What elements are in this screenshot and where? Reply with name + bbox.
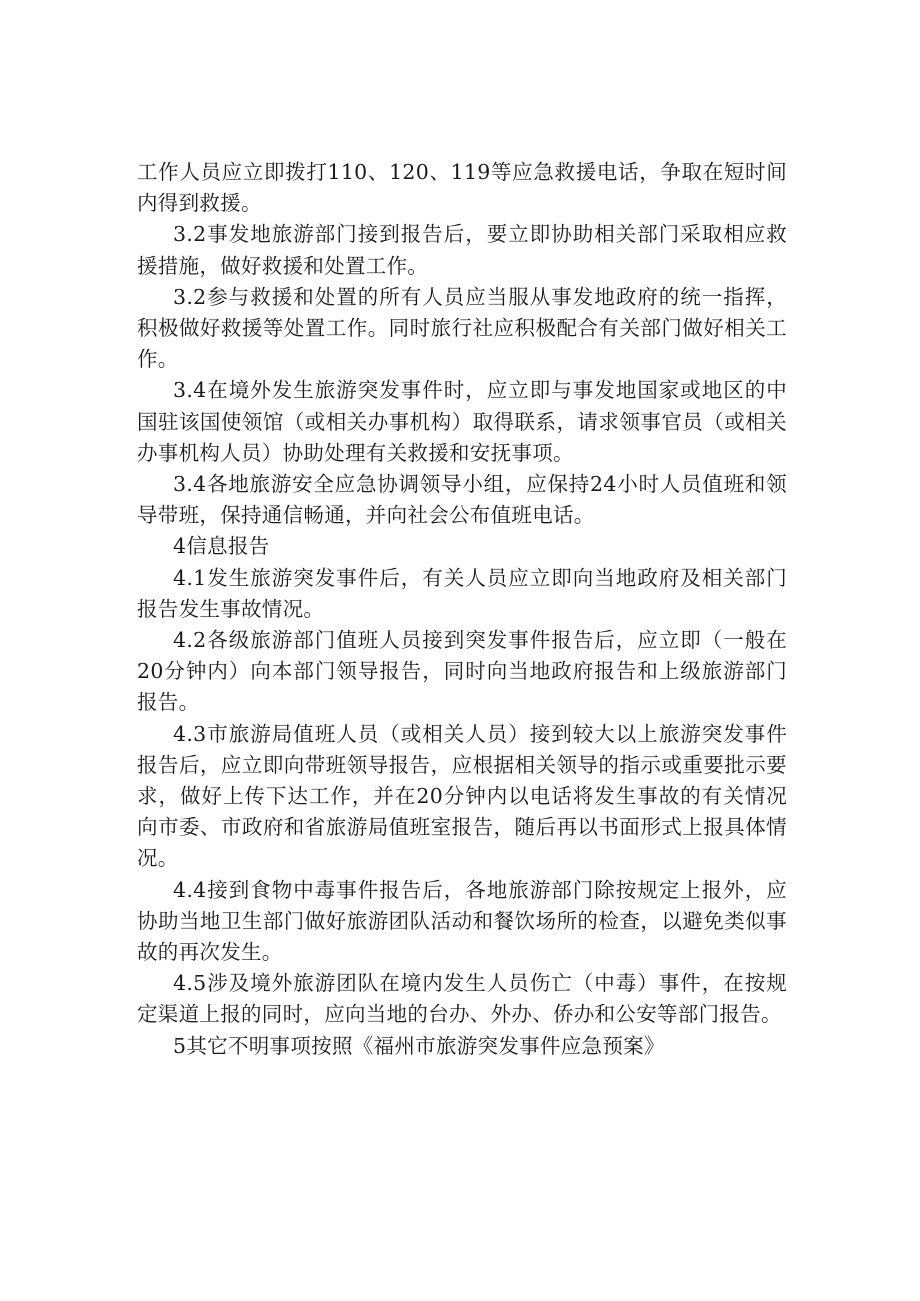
paragraph-4-5: 4.5涉及境外旅游团队在境内发生人员伤亡（中毒）事件，在按规定渠道上报的同时，应向当地的台办、外办、侨办和公安等部门报告。 bbox=[137, 971, 787, 1027]
paragraph-4-1: 4.1发生旅游突发事件后，有关人员应立即向当地政府及相关部门报告发生事故情况。 bbox=[137, 565, 787, 621]
paragraph-3-2-command: 3.2参与救援和处置的所有人员应当服从事发地政府的统一指挥，积极做好救援等处置工作。同时旅行社应积极配合有关部门做好相关工作。 bbox=[137, 284, 787, 372]
paragraph-4-4: 4.4接到食物中毒事件报告后，各地旅游部门除按规定上报外，应协助当地卫生部门做好旅游团队活动和餐饮场所的检查，以避免类似事故的再次发生。 bbox=[137, 877, 787, 965]
document-body bbox=[137, 157, 787, 1062]
section-heading-4: 4信息报告 bbox=[173, 534, 270, 559]
paragraph-3-4-overseas: 3.4在境外发生旅游突发事件时，应立即与事发地国家或地区的中国驻该国使领馆（或相关办事机构）取得联系，请求领事官员（或相关办事机构人员）协助处理有关救援和安抚事项。 bbox=[137, 378, 787, 465]
paragraph-continuation: 工作人员应立即拨打110、120、119等应急救援电话，争取在短时间内得到救援。 bbox=[137, 160, 787, 216]
paragraph-4-2: 4.2各级旅游部门值班人员接到突发事件报告后，应立即（一般在20分钟内）向本部门领导报告，同时向当地政府报告和上级旅游部门报告。 bbox=[137, 628, 787, 715]
paragraph-5: 5其它不明事项按照《福州市旅游突发事件应急预案》 bbox=[173, 1033, 665, 1058]
paragraph-4-3: 4.3市旅游局值班人员（或相关人员）接到较大以上旅游突发事件报告后，应立即向带班领导报告，应根据相关领导的指示或重要批示要求，做好上传下达工作，并在20分钟内以电话将发生事故的有关情况向市委、市政府和省旅游局值班室报告，随后再以书面形式上报具体情况。 bbox=[137, 721, 787, 871]
paragraph-3-4-duty: 3.4各地旅游安全应急协调领导小组，应保持24小时人员值班和领导带班，保持通信畅通，并向社会公布值班电话。 bbox=[137, 472, 787, 528]
paragraph-3-2-rescue-measures: 3.2事发地旅游部门接到报告后，要立即协助相关部门采取相应救援措施，做好救援和处置工作。 bbox=[137, 222, 787, 278]
